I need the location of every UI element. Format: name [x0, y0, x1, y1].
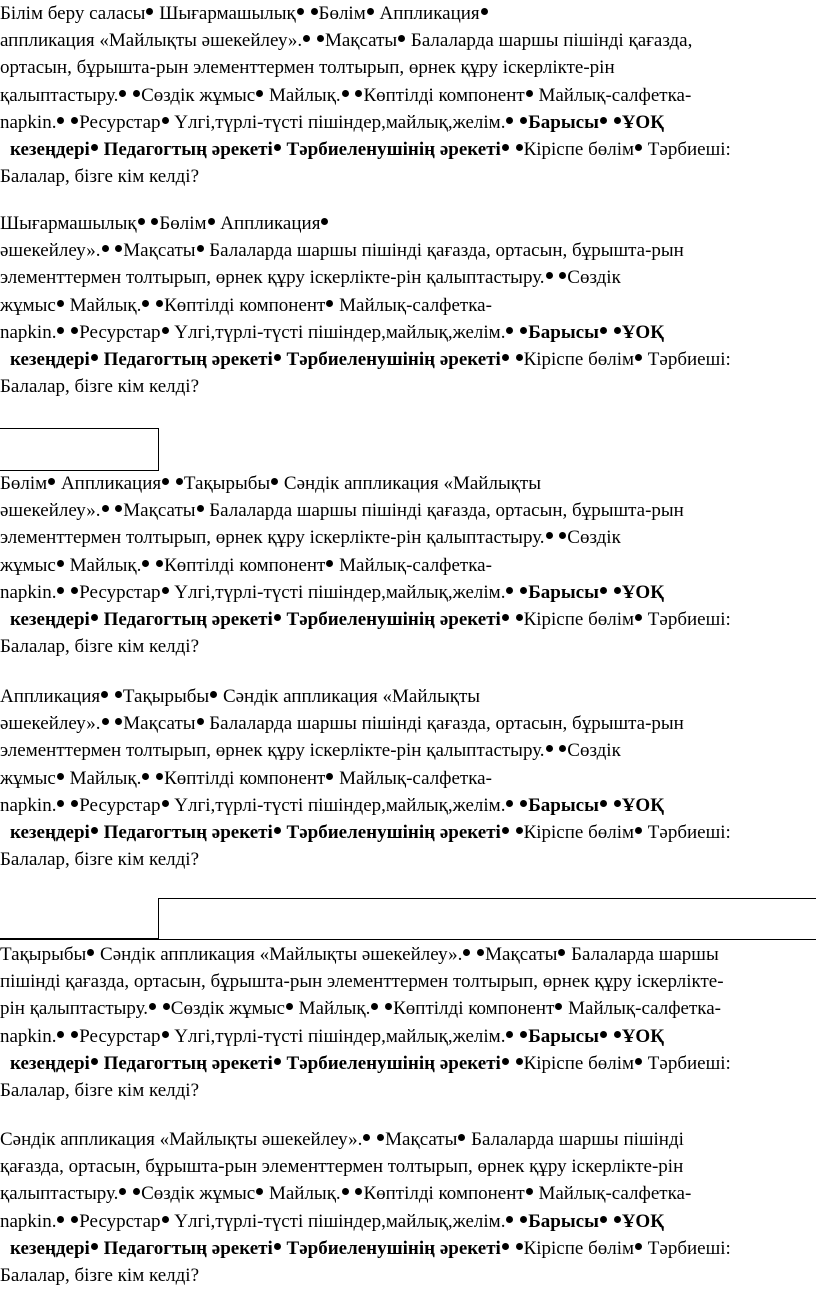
bullet-dot	[274, 1058, 281, 1065]
bullet-dot	[91, 614, 98, 621]
text-line: кезеңдері Педагогтың әрекеті Тәрбиеленушінің әрекеті Кіріспе бөлім Тәрбиеші:	[10, 348, 731, 370]
text-line: пішінді қағазда, ортасын, бұрышта-рын элементтермен толтырып, өрнек құру іскерлікте-	[0, 971, 724, 993]
bullet-dot	[600, 800, 607, 807]
bullet-dot	[210, 691, 217, 698]
text-line: napkin. Ресурстар Үлгі,түрлі-түсті пішіндер,майлық,желім. Барысы ҰОҚ	[0, 794, 664, 816]
bullet-dot	[502, 1243, 509, 1250]
bullet-dot	[57, 773, 64, 780]
bullet-dot	[559, 272, 566, 279]
bullet-dot	[614, 1031, 621, 1038]
bullet-dot	[162, 117, 169, 124]
bullet-dot	[208, 218, 215, 225]
empty-table-cell	[0, 898, 159, 939]
text-line: жұмыс Майлық. Көптілді компонент Майлық-салфетка-	[0, 767, 492, 789]
bullet-dot	[355, 1188, 362, 1195]
paragraph-5	[0, 941, 816, 1104]
bullet-dot	[355, 90, 362, 97]
paragraph-6	[0, 1126, 816, 1289]
bullet-dot	[326, 773, 333, 780]
bullet-dot	[119, 90, 126, 97]
paragraph-2	[0, 210, 816, 400]
text-line: кезеңдері Педагогтың әрекеті Тәрбиеленушінің әрекеті Кіріспе бөлім Тәрбиеші:	[10, 608, 731, 630]
text-line: ортасын, бұрышта-рын элементтермен толтырып, өрнек құру іскерлікте-рін	[0, 57, 615, 79]
bullet-dot	[559, 745, 566, 752]
bullet-dot	[506, 1031, 513, 1038]
bullet-dot	[142, 560, 149, 567]
bullet-dot	[506, 587, 513, 594]
bullet-dot	[91, 144, 98, 151]
bullet-dot	[57, 300, 64, 307]
bullet-dot	[274, 144, 281, 151]
bullet-dot	[520, 117, 527, 124]
bullet-dot	[156, 773, 163, 780]
bullet-dot	[57, 327, 64, 334]
bullet-dot	[502, 614, 509, 621]
bullet-dot	[516, 144, 523, 151]
bullet-dot	[102, 505, 109, 512]
bullet-dot	[101, 691, 108, 698]
bullet-dot	[555, 1003, 562, 1010]
text-line: элементтермен толтырып, өрнек құру іскерлікте-рін қалыптастыру. Сөздік	[0, 267, 621, 289]
bullet-dot	[477, 949, 484, 956]
bullet-dot	[156, 560, 163, 567]
text-line: Балалар, бізге кім келді?	[0, 1079, 200, 1101]
bullet-dot	[91, 1243, 98, 1250]
bullet-dot	[520, 327, 527, 334]
text-line: napkin. Ресурстар Үлгі,түрлі-түсті пішіндер,майлық,желім. Барысы ҰОҚ	[0, 111, 664, 133]
bullet-dot	[520, 587, 527, 594]
bullet-dot	[115, 718, 122, 725]
bullet-dot	[57, 800, 64, 807]
bullet-dot	[317, 35, 324, 42]
bullet-dot	[87, 949, 94, 956]
text-line: Аппликация Тақырыбы Сәндік аппликация «Майлықты	[0, 686, 481, 707]
bullet-dot	[256, 90, 263, 97]
text-line: Сәндік аппликация «Майлықты әшекейлеу». Мақсаты Балаларда шаршы пішінді	[0, 1129, 684, 1150]
text-line: Балалар, бізге кім келді?	[0, 376, 200, 398]
bullet-dot	[321, 218, 328, 225]
bullet-dot	[156, 300, 163, 307]
bullet-dot	[506, 117, 513, 124]
bullet-dot	[162, 1031, 169, 1038]
bullet-dot	[520, 1031, 527, 1038]
bullet-dot	[506, 327, 513, 334]
bullet-dot	[600, 587, 607, 594]
bullet-dot	[274, 1243, 281, 1250]
text-line: napkin. Ресурстар Үлгі,түрлі-түсті пішіндер,майлық,желім. Барысы ҰОҚ	[0, 1210, 664, 1232]
bullet-dot	[197, 718, 204, 725]
bullet-dot	[163, 1003, 170, 1010]
bullet-dot	[502, 1058, 509, 1065]
bullet-dot	[546, 532, 553, 539]
bullet-dot	[502, 827, 509, 834]
bullet-dot	[57, 1031, 64, 1038]
bullet-dot	[371, 1003, 378, 1010]
bullet-dot	[635, 614, 642, 621]
bullet-dot	[115, 505, 122, 512]
bullet-dot	[516, 614, 523, 621]
bullet-dot	[162, 478, 169, 485]
bullet-dot	[635, 354, 642, 361]
bullet-dot	[151, 218, 158, 225]
bullet-dot	[162, 800, 169, 807]
bullet-dot	[162, 327, 169, 334]
bullet-dot	[149, 1003, 156, 1010]
bullet-dot	[614, 1216, 621, 1223]
bullet-dot	[115, 245, 122, 252]
bullet-dot	[91, 1058, 98, 1065]
bullet-dot	[385, 1003, 392, 1010]
bullet-dot	[197, 505, 204, 512]
bullet-dot	[71, 587, 78, 594]
bullet-dot	[516, 1243, 523, 1250]
bullet-dot	[162, 1216, 169, 1223]
bullet-dot	[57, 587, 64, 594]
text-line: жұмыс Майлық. Көптілді компонент Майлық-салфетка-	[0, 294, 492, 316]
bullet-dot	[600, 327, 607, 334]
bullet-dot	[197, 245, 204, 252]
bullet-dot	[463, 949, 470, 956]
bullet-dot	[57, 117, 64, 124]
text-line: Тақырыбы Сәндік аппликация «Майлықты әшекейлеу». Мақсаты Балаларда шаршы	[0, 944, 719, 965]
bullet-dot	[71, 1031, 78, 1038]
bullet-dot	[71, 800, 78, 807]
text-line: әшекейлеу». Мақсаты Балаларда шаршы пішінді қағазда, ортасын, бұрышта-рын	[0, 713, 684, 735]
bullet-dot	[57, 1216, 64, 1223]
bullet-dot	[57, 560, 64, 567]
bullet-dot	[516, 1058, 523, 1065]
bullet-dot	[398, 35, 405, 42]
text-line: элементтермен толтырып, өрнек құру іскерлікте-рін қалыптастыру. Сөздік	[0, 740, 621, 762]
text-line: әшекейлеу». Мақсаты Балаларда шаршы пішінді қағазда, ортасын, бұрышта-рын	[0, 240, 684, 262]
bullet-dot	[502, 354, 509, 361]
bullet-dot	[274, 614, 281, 621]
bullet-dot	[142, 773, 149, 780]
text-line: рін қалыптастыру. Сөздік жұмыс Майлық. Көптілді компонент Майлық-салфетка-	[0, 998, 721, 1020]
bullet-dot	[614, 800, 621, 807]
bullet-dot	[635, 144, 642, 151]
bullet-dot	[71, 327, 78, 334]
bullet-dot	[520, 1216, 527, 1223]
bullet-dot	[600, 117, 607, 124]
bullet-dot	[502, 144, 509, 151]
bullet-dot	[520, 800, 527, 807]
bullet-dot	[71, 1216, 78, 1223]
table-rule-bottom	[0, 939, 816, 940]
text-line: қағазда, ортасын, бұрышта-рын элементтермен толтырып, өрнек құру іскерлікте-рін	[0, 1156, 684, 1178]
bullet-dot	[146, 8, 153, 15]
bullet-dot	[91, 354, 98, 361]
bullet-dot	[91, 827, 98, 834]
text-line: Бөлім Аппликация Тақырыбы Сәндік аппликация «Майлықты	[0, 473, 542, 494]
bullet-dot	[614, 327, 621, 334]
bullet-dot	[342, 90, 349, 97]
text-line: napkin. Ресурстар Үлгі,түрлі-түсті пішіндер,майлық,желім. Барысы ҰОҚ	[0, 581, 664, 603]
text-line: Балалар, бізге кім келді?	[0, 849, 200, 871]
bullet-dot	[506, 1216, 513, 1223]
bullet-dot	[133, 90, 140, 97]
bullet-dot	[119, 1188, 126, 1195]
text-line: кезеңдері Педагогтың әрекеті Тәрбиеленушінің әрекеті Кіріспе бөлім Тәрбиеші:	[10, 821, 731, 843]
text-line: жұмыс Майлық. Көптілді компонент Майлық-салфетка-	[0, 554, 492, 576]
bullet-dot	[367, 8, 374, 15]
bullet-dot	[102, 718, 109, 725]
bullet-dot	[311, 8, 318, 15]
bullet-dot	[142, 300, 149, 307]
text-line: Шығармашылық Бөлім Аппликация	[0, 210, 816, 237]
text-line: әшекейлеу». Мақсаты Балаларда шаршы пішінді қағазда, ортасын, бұрышта-рын	[0, 500, 684, 522]
bullet-dot	[363, 1134, 370, 1141]
bullet-dot	[297, 8, 304, 15]
text-line: Білім беру саласы Шығармашылық Бөлім Аппликация	[0, 0, 816, 27]
text-line: Балалар, бізге кім келді?	[0, 1264, 200, 1286]
bullet-dot	[526, 90, 533, 97]
text-line: кезеңдері Педагогтың әрекеті Тәрбиеленушінің әрекеті Кіріспе бөлім Тәрбиеші:	[10, 138, 731, 160]
bullet-dot	[133, 1188, 140, 1195]
text-line: Балалар, бізге кім келді?	[0, 166, 200, 188]
bullet-dot	[256, 1188, 263, 1195]
bullet-dot	[138, 218, 145, 225]
bullet-dot	[326, 560, 333, 567]
paragraph-1	[0, 0, 816, 190]
bullet-dot	[274, 827, 281, 834]
bullet-dot	[274, 354, 281, 361]
text-line: napkin. Ресурстар Үлгі,түрлі-түсті пішіндер,майлық,желім. Барысы ҰОҚ	[0, 321, 664, 343]
bullet-dot	[377, 1134, 384, 1141]
bullet-dot	[115, 691, 122, 698]
bullet-dot	[102, 245, 109, 252]
bullet-dot	[516, 354, 523, 361]
bullet-dot	[286, 1003, 293, 1010]
bullet-dot	[559, 532, 566, 539]
text-line: аппликация «Майлықты әшекейлеу». Мақсаты Балаларда шаршы пішінді қағазда,	[0, 30, 693, 52]
bullet-dot	[614, 117, 621, 124]
bullet-dot	[71, 117, 78, 124]
bullet-dot	[600, 1031, 607, 1038]
text-line: қалыптастыру. Сөздік жұмыс Майлық. Көптілді компонент Майлық-салфетка-	[0, 1183, 692, 1205]
bullet-dot	[176, 478, 183, 485]
bullet-dot	[635, 1243, 642, 1250]
bullet-dot	[526, 1188, 533, 1195]
text-line: кезеңдері Педагогтың әрекеті Тәрбиеленушінің әрекеті Кіріспе бөлім Тәрбиеші:	[10, 1052, 731, 1074]
paragraph-4	[0, 683, 816, 873]
text-line: napkin. Ресурстар Үлгі,түрлі-түсті пішіндер,майлық,желім. Барысы ҰОҚ	[0, 1025, 664, 1047]
bullet-dot	[546, 745, 553, 752]
bullet-dot	[635, 827, 642, 834]
bullet-dot	[458, 1134, 465, 1141]
bullet-dot	[600, 1216, 607, 1223]
bullet-dot	[516, 827, 523, 834]
bullet-dot	[326, 300, 333, 307]
bullet-dot	[162, 587, 169, 594]
text-line: элементтермен толтырып, өрнек құру іскерлікте-рін қалыптастыру. Сөздік	[0, 527, 621, 549]
bullet-dot	[481, 8, 488, 15]
bullet-dot	[635, 1058, 642, 1065]
bullet-dot	[271, 478, 278, 485]
paragraph-3	[0, 470, 816, 660]
bullet-dot	[342, 1188, 349, 1195]
bullet-dot	[558, 949, 565, 956]
bullet-dot	[48, 478, 55, 485]
text-line: кезеңдері Педагогтың әрекеті Тәрбиеленушінің әрекеті Кіріспе бөлім Тәрбиеші:	[10, 1237, 731, 1259]
text-line: Балалар, бізге кім келді?	[0, 636, 200, 658]
bullet-dot	[506, 800, 513, 807]
empty-table-cell	[0, 428, 159, 471]
bullet-dot	[303, 35, 310, 42]
bullet-dot	[546, 272, 553, 279]
bullet-dot	[614, 587, 621, 594]
text-line: қалыптастыру. Сөздік жұмыс Майлық. Көптілді компонент Майлық-салфетка-	[0, 84, 692, 106]
